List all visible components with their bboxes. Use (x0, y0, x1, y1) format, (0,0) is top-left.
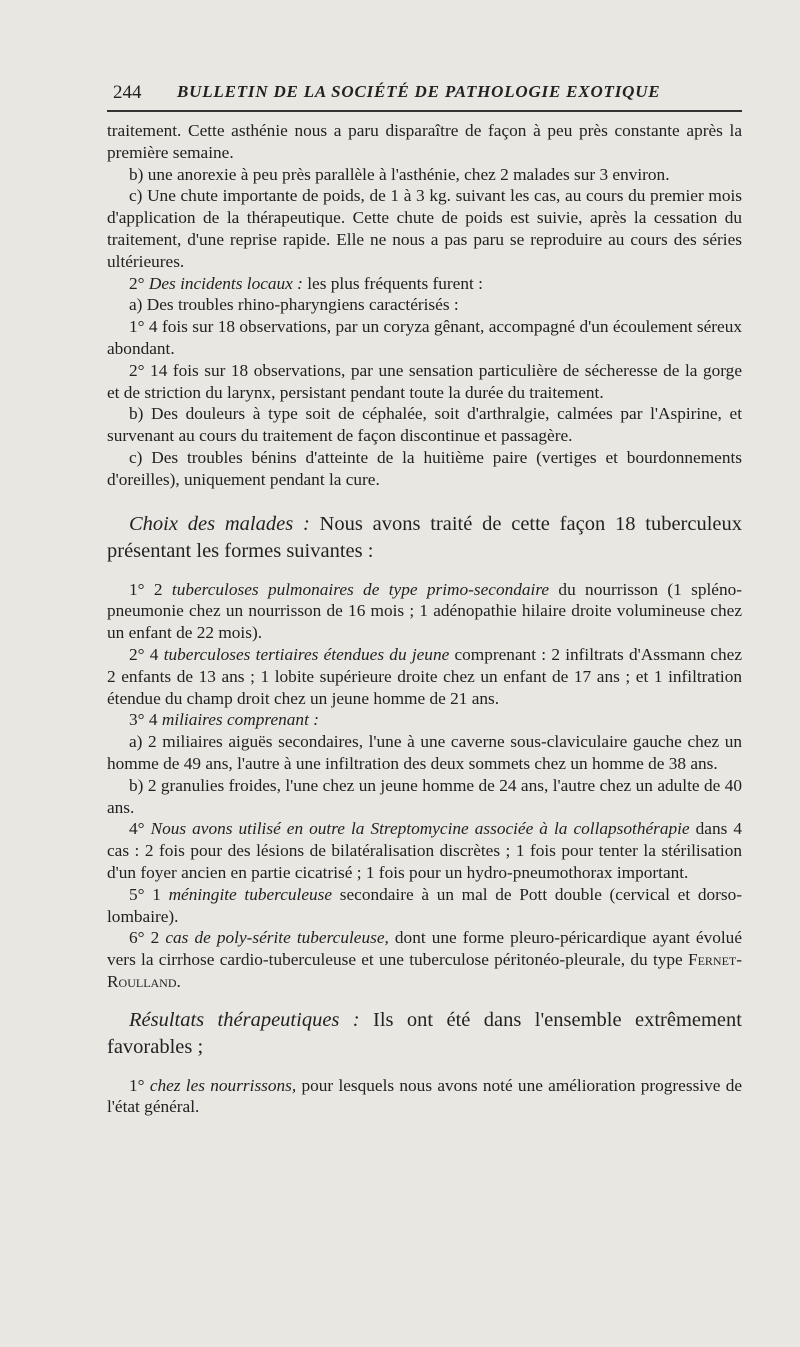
paragraph: b) 2 granulies froides, l'une chez un jeune homme de 24 ans, l'autre chez un adulte de 40 ans. (107, 775, 742, 817)
paragraph-text: comprenant : 2 infiltrats d'Assmann chez 2 enfants de 13 ans ; 1 lobite supérieure droite chez un enfant de 17 ans ; et 1 infiltration étendue du champ droit chez un jeune homme de 21 ans. (107, 644, 742, 708)
paragraph: c) Des troubles bénins d'atteinte de la huitième paire (vertiges et bourdonnements d'oreilles), uniquement pendant la cure. (107, 447, 742, 489)
paragraph: c) Une chute importante de poids, de 1 à 3 kg. suivant les cas, au cours du premier mois d'application de la thérapeutique. Cette chute de poids est suivie, après la cessation du traitement, d'une reprise rapide. Elle ne nous a pas paru se reproduire au cours des séries ultérieures. (107, 186, 742, 271)
paragraph: 1° 4 fois sur 18 observations, par un coryza gênant, accompagné d'un écoulement séreux abondant. (107, 317, 742, 358)
paragraph-text: dont une forme pleuro-péricardique ayant évolué vers la cirrhose cardio-tuberculeuse et une tuberculose péritonéo-pleurale, du type (107, 928, 742, 970)
section-text: Nous avons traité de cette façon 18 tuberculeux présentant les formes suivantes : (107, 512, 743, 562)
paragraph (107, 644, 742, 709)
emphasis: tuberculoses tertiaires étendues du jeune (163, 644, 450, 664)
paragraph: b) Des douleurs à type soit de céphalée, soit d'arthralgie, calmées par l'Aspirine, et survenant au cours du traitement de façon discontinue et passagère. (107, 404, 742, 446)
emphasis: cas de poly-sérite tuberculeuse, (165, 928, 389, 948)
list-number: 2° (129, 273, 149, 293)
list-number: 6° 2 (129, 928, 166, 948)
paragraph (107, 927, 742, 992)
page-number: 244 (113, 82, 142, 103)
list-number: 3° 4 (129, 710, 162, 730)
paragraph: b) une anorexie à peu près parallèle à l'asthénie, chez 2 malades sur 3 environ. (129, 164, 670, 184)
author-name: Fernet-Roulland. (107, 950, 742, 991)
section-text: Ils ont été dans l'ensemble extrêmement favorables ; (107, 1008, 742, 1058)
paragraph (107, 818, 742, 883)
emphasis: méningite tuberculeuse (168, 884, 333, 904)
list-number: 2° 4 (129, 644, 164, 664)
emphasis: Nous avons utilisé en outre la Streptomycine associée à la collapsothérapie (150, 819, 690, 839)
paragraph: traitement. Cette asthénie nous a paru disparaître de façon à peu près constante après la première semaine. (107, 121, 742, 162)
paragraph: a) 2 miliaires aiguës secondaires, l'une à une caverne sous-claviculaire gauche chez un homme de 49 ans, l'autre à une infiltration des deux sommets chez un homme de 38 ans. (107, 732, 742, 773)
page-header (107, 80, 742, 110)
section-title: Choix des malades : (129, 512, 310, 535)
paragraph: a) Des troubles rhino-pharyngiens caractérisés : (129, 295, 459, 315)
paragraph: 2° 14 fois sur 18 observations, par une sensation particulière de sécheresse de la gorge et de striction du larynx, persistant pendant toute la durée du traitement. (107, 360, 742, 402)
paragraph-text: secondaire à un mal de Pott double (cervical et dorso-lombaire). (107, 884, 742, 926)
paragraph-text: dans 4 cas : 2 fois pour des lésions de bilatéralisation discrètes ; 1 fois pour tenter la stérilisation d'un foyer ancien en partie cicatrisé ; 1 fois pour un hydro-pneumothorax important. (107, 819, 742, 882)
list-number: 1° 2 (129, 579, 172, 599)
paragraph-text: les plus fréquents furent : (302, 273, 483, 293)
emphasis: tuberculoses pulmonaires de type primo-secondaire (171, 579, 550, 599)
running-title: BULLETIN DE LA SOCIÉTÉ DE PATHOLOGIE EXOTIQUE (177, 82, 661, 101)
list-number: 5° 1 (129, 884, 169, 904)
paragraph-text: du nourrisson (1 spléno-pneumonie chez un nourrisson de 16 mois ; 1 adénopathie hilaire droite volumineuse chez un enfant de 22 mois). (107, 579, 742, 643)
list-number: 4° (129, 819, 151, 839)
paragraph (107, 709, 742, 731)
paragraph (107, 579, 742, 644)
paragraph-text: pour lesquels nous avons noté une amélioration progressive de l'état général. (107, 1075, 743, 1117)
paragraph (107, 1075, 742, 1119)
paragraph (107, 884, 742, 928)
emphasis: miliaires comprenant : (161, 710, 319, 730)
header-rule (107, 110, 742, 112)
emphasis: chez les nourrissons, (149, 1075, 297, 1095)
section-title: Résultats thérapeutiques : (129, 1008, 360, 1031)
subheading: Des incidents locaux : (148, 273, 303, 293)
paragraph (107, 273, 742, 295)
body-text (107, 120, 742, 1118)
section-heading (107, 511, 742, 565)
list-number: 1° (129, 1075, 150, 1095)
section-heading (107, 1007, 742, 1061)
